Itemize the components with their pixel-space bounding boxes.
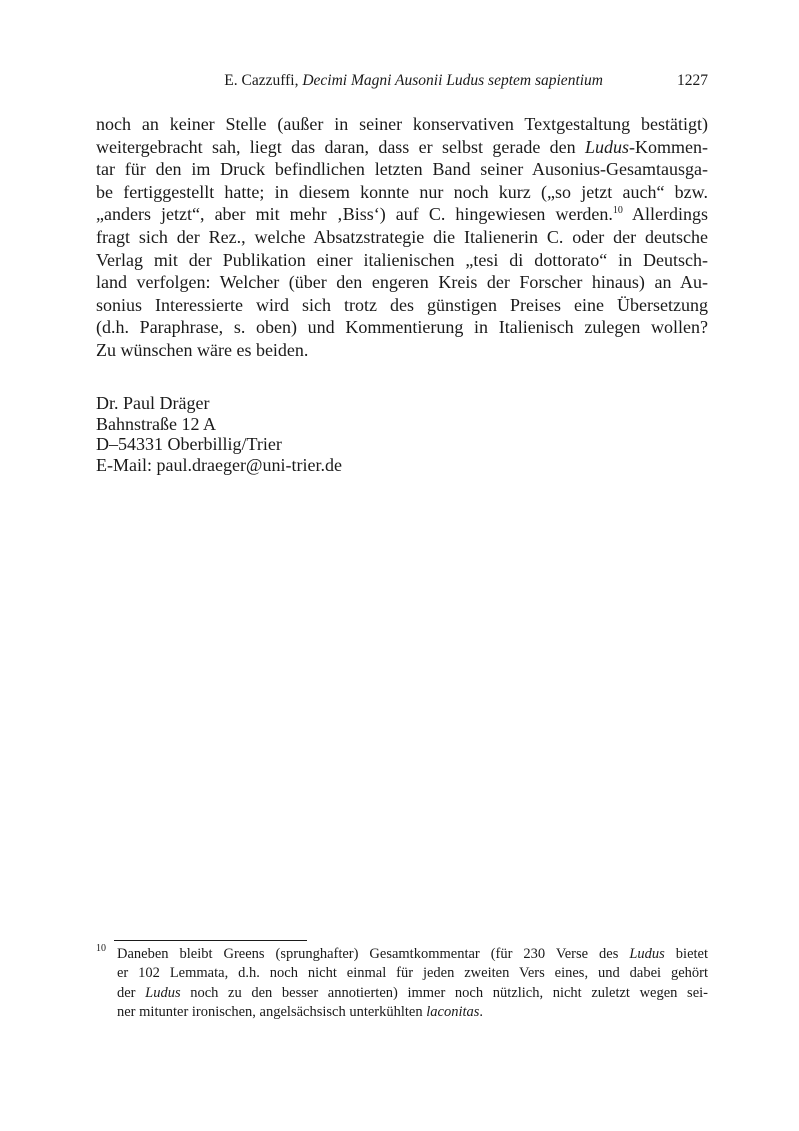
- body-line-1: noch an keiner Stelle (außer in seiner konservativen Textgestaltung bestätigt): [96, 114, 708, 134]
- body-line-2: weitergebracht sah, liegt das daran, dass er selbst gerade den Ludus-Kommen-: [96, 136, 709, 157]
- address-city: D–54331 Oberbillig/Trier: [96, 434, 282, 454]
- body-line-6: fragt sich der Rez., welche Absatzstrategie die Italienerin C. oder der deutsche: [96, 226, 708, 247]
- footnote-line-1: Daneben bleibt Greens (sprunghafter) Gesamtkommentar (für 230 Verse des Ludus bietet: [117, 946, 709, 962]
- body-line-11: Zu wünschen wäre es beiden.: [96, 339, 309, 360]
- body-line-3: tar für den im Druck befindlichen letzten Band seiner Ausonius-Gesamtausga-: [96, 159, 708, 180]
- address-email: E-Mail: paul.draeger@uni-trier.de: [96, 454, 342, 475]
- body-line-4: be fertiggestellt hatte; in diesem konnte nur noch kurz („so jetzt auch“ bzw.: [96, 181, 708, 202]
- address-street: Bahnstraße 12 A: [96, 413, 216, 434]
- running-work-title: Decimi Magni Ausonii Ludus septem sapientium: [302, 72, 603, 89]
- body-line-5: „anders jetzt“, aber mit mehr ‚Biss‘) auf C. hingewiesen werden.$^{10}$ Allerdings: [96, 204, 708, 225]
- footnote-divider: [114, 940, 307, 941]
- body-paragraph: [96, 113, 708, 362]
- body-line-10: (d.h. Paraphrase, s. oben) und Kommentierung in Italienisch zulegen wollen?: [96, 317, 708, 338]
- footnote-text: [117, 945, 708, 1023]
- body-line-7: Verlag mit der Publikation einer italienischen „tesi di dottorato“ in Deutsch-: [96, 249, 708, 270]
- footnote-line-3: der Ludus noch zu den besser annotierten) immer noch nützlich, nicht zuletzt wegen sei-: [117, 984, 708, 1001]
- work-title-ludus: Ludus: [585, 136, 630, 157]
- footnote-reference[interactable]: 10: [612, 205, 623, 217]
- running-author: E. Cazzuffi,: [224, 72, 299, 89]
- page-number: 1227: [677, 72, 708, 89]
- body-line-9: sonius Interessierte wird sich trotz des günstigen Preises eine Übersetzung: [96, 294, 708, 315]
- footnote-line-2: er 102 Lemmata, d.h. noch nicht einmal für jeden zweiten Vers eines, und dabei gehört: [117, 965, 708, 982]
- address-name: Dr. Paul Dräger: [96, 393, 210, 413]
- footnote-line-4: ner mitunter ironischen, angelsächsisch unterkühlten laconitas.: [117, 1004, 484, 1021]
- running-head: [96, 70, 708, 92]
- body-line-8: land verfolgen: Welcher (über den engeren Kreis der Forscher hinaus) an Au-: [96, 272, 708, 293]
- author-address: [96, 393, 342, 475]
- footnote-mark: 10: [96, 943, 106, 954]
- running-title: [224, 70, 603, 92]
